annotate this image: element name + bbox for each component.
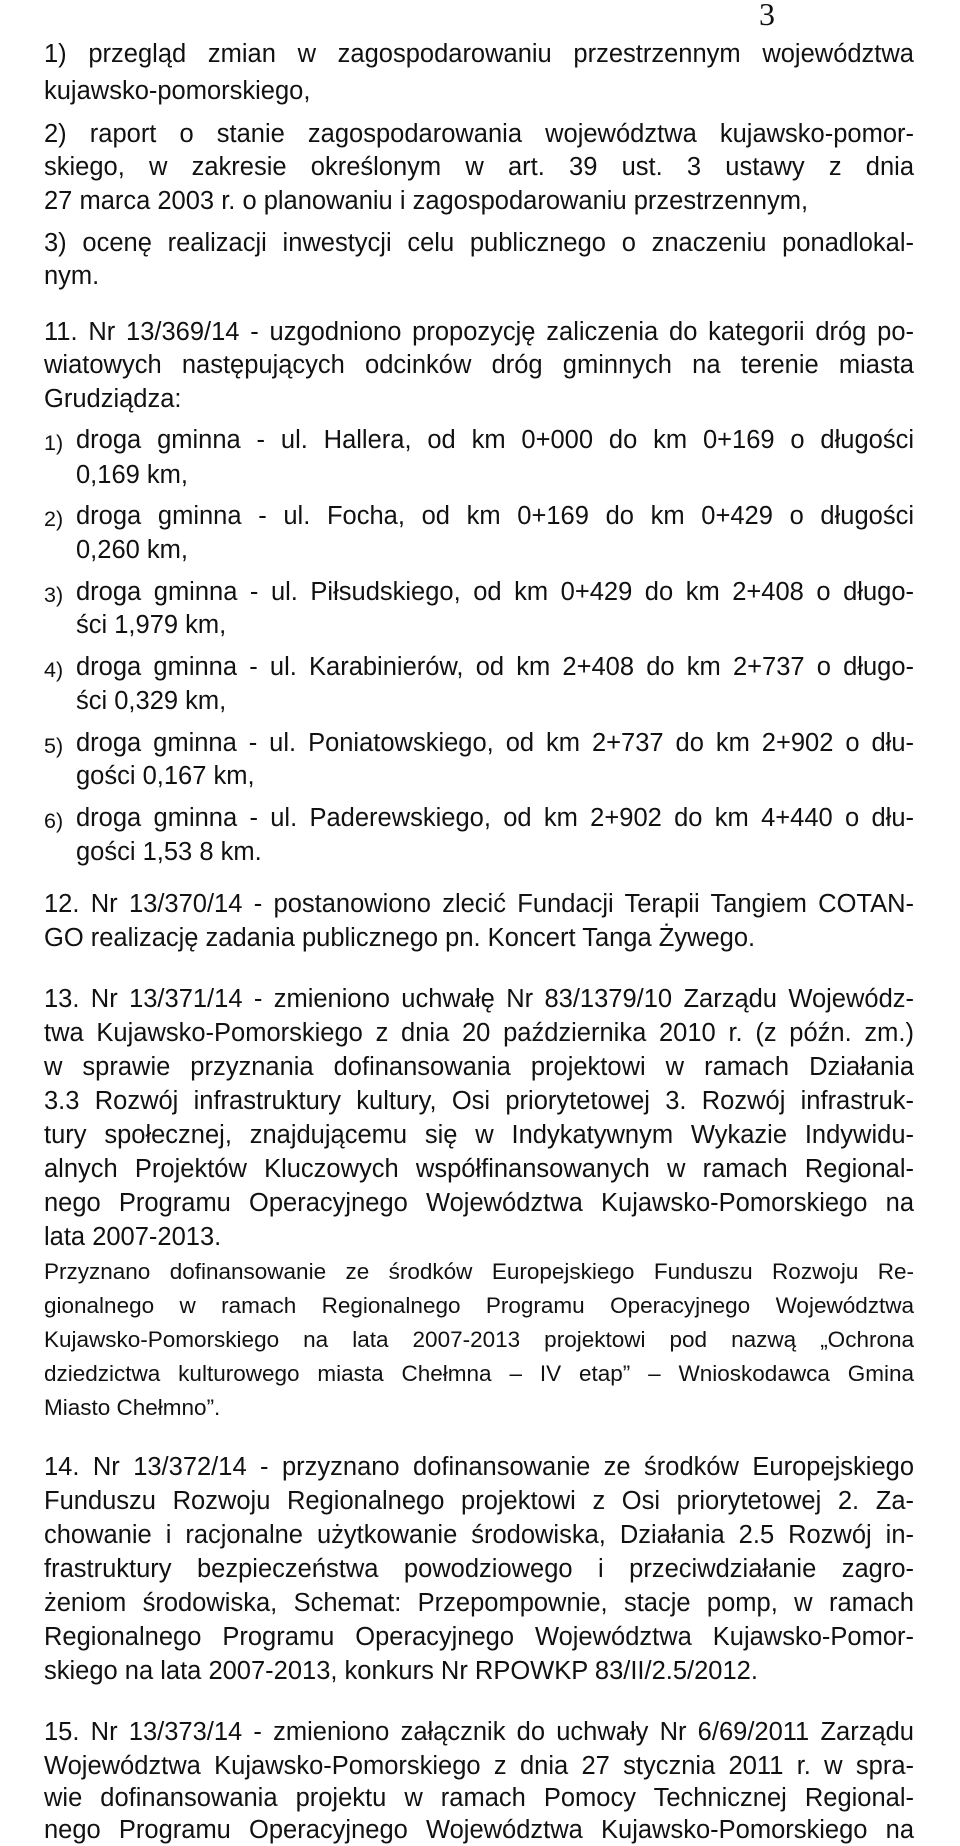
intro-line: skiego, w zakresie określonym w art. 39 ust. 3 ustawy z dnia (44, 153, 914, 181)
road-number: 2) (44, 507, 64, 531)
item-11-line: 11. Nr 13/369/14 - uzgodniono propozycję zaliczenia do kategorii dróg po- (44, 318, 914, 346)
item-14-line: skiego na lata 2007-2013, konkurs Nr RPOWKP 83/II/2.5/2012. (44, 1657, 758, 1685)
road-number: 6) (44, 809, 64, 833)
item-15-line: nego Programu Operacyjnego Województwa Kujawsko-Pomorskiego na (44, 1816, 914, 1844)
item-13-note-line: Przyznano dofinansowanie ze środków Europejskiego Funduszu Rozwoju Re- (44, 1259, 914, 1284)
road-item: droga gminna - ul. Focha, od km 0+169 do km 0+429 o długości (76, 502, 914, 530)
road-number: 4) (44, 658, 64, 682)
item-13-line: 3.3 Rozwój infrastruktury kultury, Osi priorytetowej 3. Rozwój infrastruk- (44, 1087, 914, 1115)
item-13-line: 13. Nr 13/371/14 - zmieniono uchwałę Nr 83/1379/10 Zarządu Wojewódz- (44, 985, 914, 1013)
road-item: droga gminna - ul. Paderewskiego, od km 2+902 do km 4+440 o dłu- (76, 804, 914, 832)
intro-line: 27 marca 2003 r. o planowaniu i zagospodarowaniu przestrzennym, (44, 187, 809, 215)
item-13-line: tury społecznej, znajdującemu się w Indykatywnym Wykazie Indywidu- (44, 1121, 914, 1149)
road-item: gości 1,53 8 km. (76, 838, 262, 866)
road-item: ści 0,329 km, (76, 687, 227, 715)
road-item: ści 1,979 km, (76, 611, 227, 639)
road-number: 1) (44, 431, 64, 455)
intro-line: 1) przegląd zmian w zagospodarowaniu przestrzennym województwa (44, 40, 914, 68)
item-15-line: Województwa Kujawsko-Pomorskiego z dnia 27 stycznia 2011 r. w spra- (44, 1752, 914, 1780)
item-11-line: Grudziądza: (44, 385, 182, 413)
item-13-note-line: gionalnego w ramach Regionalnego Programu Operacyjnego Województwa (44, 1293, 914, 1318)
road-item: droga gminna - ul. Poniatowskiego, od km 2+737 do km 2+902 o dłu- (76, 729, 914, 757)
item-15-line: 15. Nr 13/373/14 - zmieniono załącznik do uchwały Nr 6/69/2011 Zarządu (44, 1718, 914, 1746)
item-13-note-line: Miasto Chełmno”. (44, 1395, 221, 1420)
intro-line: nym. (44, 262, 100, 290)
road-item: droga gminna - ul. Hallera, od km 0+000 do km 0+169 o długości (76, 426, 914, 454)
intro-line: 2) raport o stanie zagospodarowania województwa kujawsko-pomor- (44, 120, 914, 148)
item-11-line: wiatowych następujących odcinków dróg gminnych na terenie miasta (44, 351, 914, 379)
item-13-note-line: dziedzictwa kulturowego miasta Chełmna – IV etap” – Wnioskodawca Gmina (44, 1361, 914, 1386)
item-14-line: Funduszu Rozwoju Regionalnego projektowi z Osi priorytetowej 2. Za- (44, 1487, 914, 1515)
road-item: droga gminna - ul. Karabinierów, od km 2+408 do km 2+737 o długo- (76, 653, 914, 681)
road-item: droga gminna - ul. Piłsudskiego, od km 0+429 do km 2+408 o długo- (76, 578, 914, 606)
item-14-line: chowanie i racjonalne użytkowanie środowiska, Działania 2.5 Rozwój in- (44, 1521, 914, 1549)
item-13-line: lata 2007-2013. (44, 1223, 222, 1251)
item-14-line: żeniom środowiska, Schemat: Przepompownie, stacje pomp, w ramach (44, 1589, 914, 1617)
road-item: gości 0,167 km, (76, 762, 255, 790)
road-item: 0,260 km, (76, 536, 188, 564)
item-13-line: w sprawie przyznania dofinansowania projektowi w ramach Działania (44, 1053, 914, 1081)
item-13-line: alnych Projektów Kluczowych współfinansowanych w ramach Regional- (44, 1155, 914, 1183)
item-14-line: 14. Nr 13/372/14 - przyznano dofinansowanie ze środków Europejskiego (44, 1453, 914, 1481)
item-13-note-line: Kujawsko-Pomorskiego na lata 2007-2013 projektowi pod nazwą „Ochrona (44, 1327, 914, 1352)
intro-line: 3) ocenę realizacji inwestycji celu publicznego o znaczeniu ponadlokal- (44, 229, 914, 257)
page-number: 3 (759, 0, 775, 32)
item-13-line: nego Programu Operacyjnego Województwa Kujawsko-Pomorskiego na (44, 1189, 914, 1217)
item-14-line: Regionalnego Programu Operacyjnego Województwa Kujawsko-Pomor- (44, 1623, 914, 1651)
intro-line: kujawsko-pomorskiego, (44, 77, 311, 105)
road-number: 5) (44, 734, 64, 758)
item-14-line: frastruktury bezpieczeństwa powodziowego i przeciwdziałanie zagro- (44, 1555, 914, 1583)
item-12-line: 12. Nr 13/370/14 - postanowiono zlecić Fundacji Terapii Tangiem COTAN- (44, 890, 914, 918)
road-item: 0,169 km, (76, 461, 188, 489)
item-15-line: wie dofinansowania projektu w ramach Pomocy Technicznej Regional- (44, 1784, 914, 1812)
road-number: 3) (44, 583, 64, 607)
item-12-line: GO realizację zadania publicznego pn. Koncert Tanga Żywego. (44, 924, 756, 952)
item-13-line: twa Kujawsko-Pomorskiego z dnia 20 października 2010 r. (z późn. zm.) (44, 1019, 914, 1047)
